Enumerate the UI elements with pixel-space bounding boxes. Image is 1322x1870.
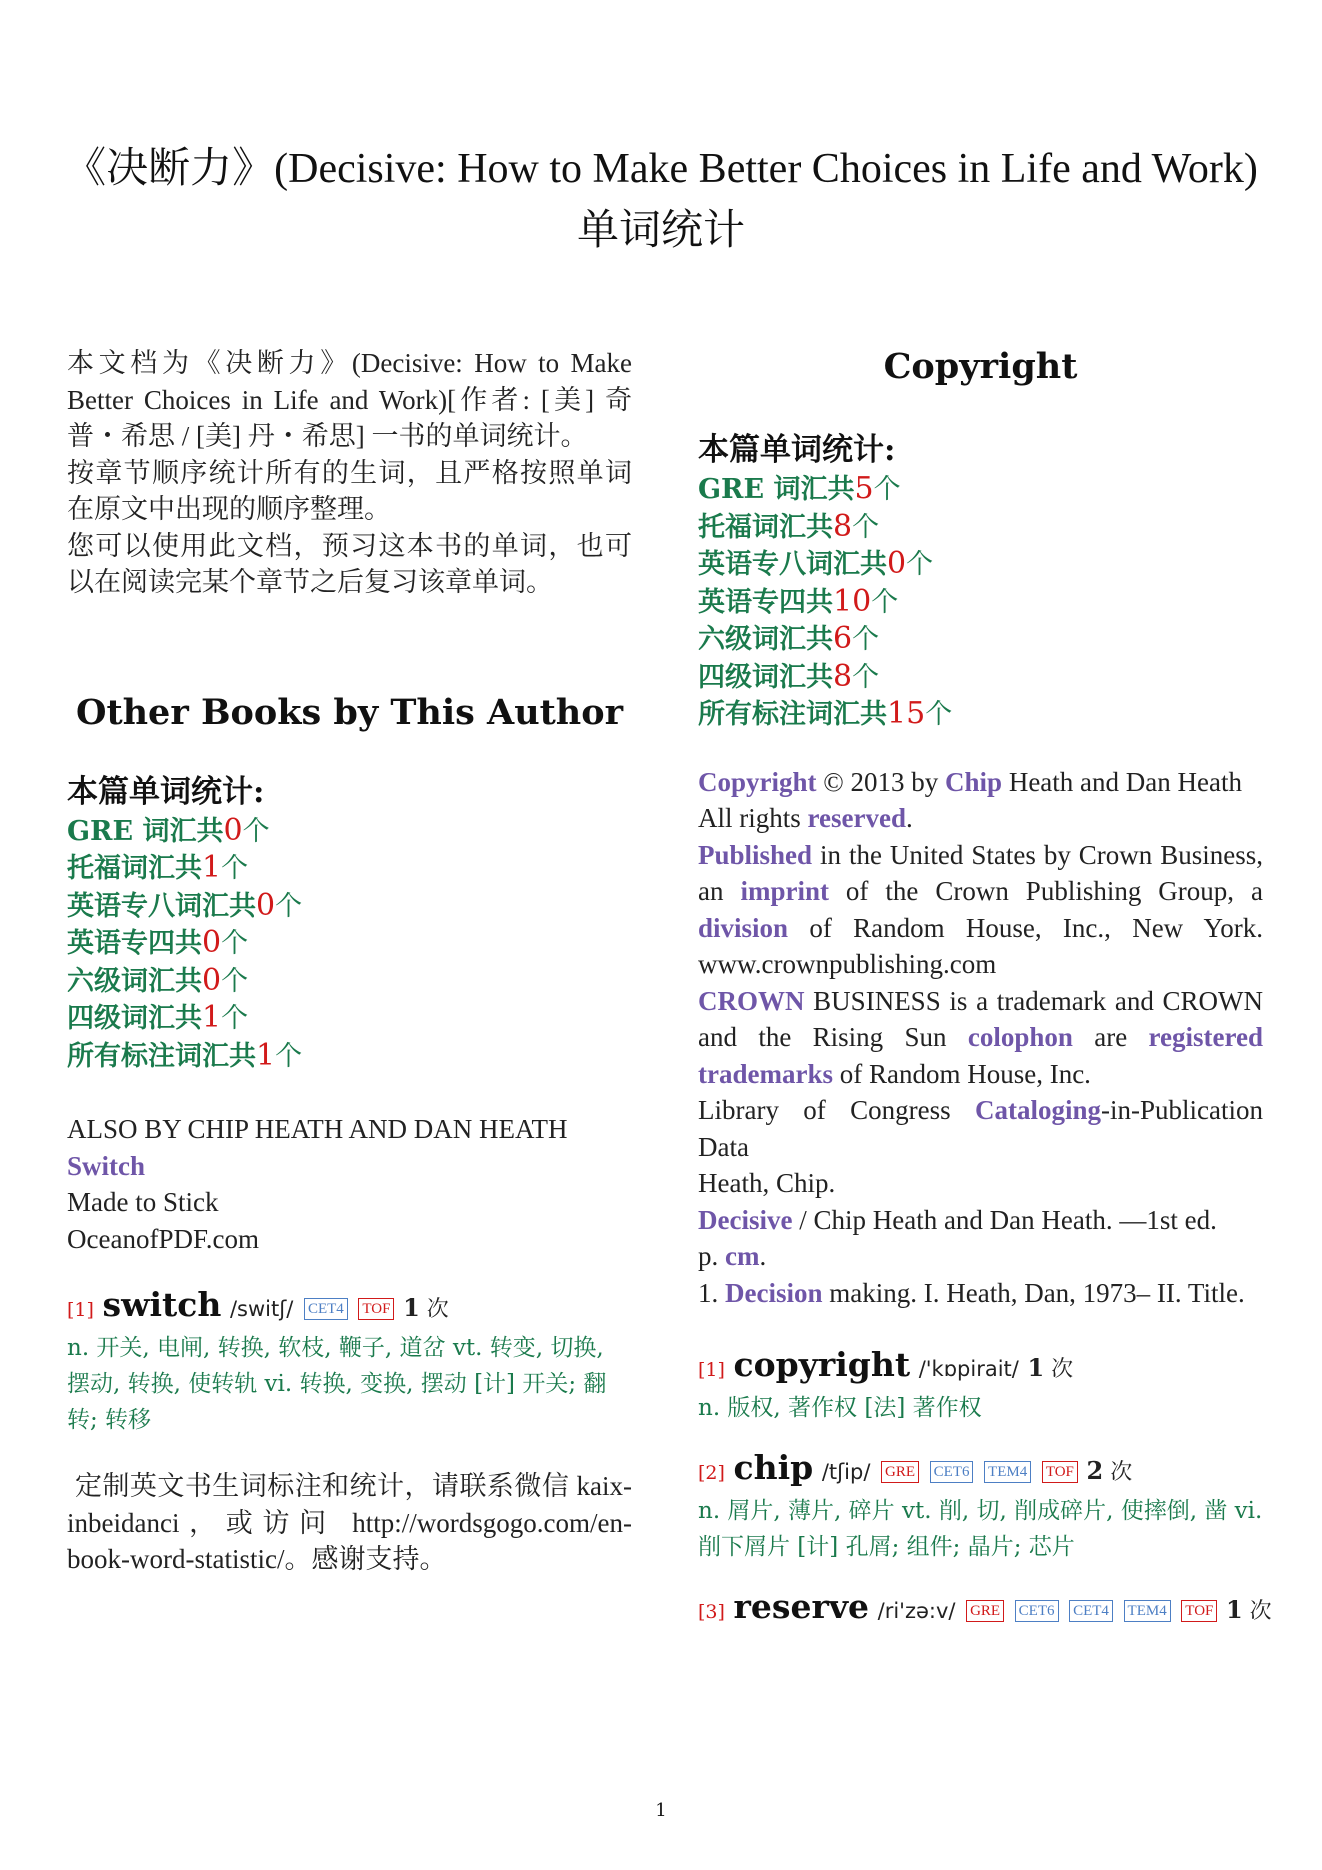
tag-cet6: CET6 bbox=[930, 1461, 974, 1483]
stat-line-tem4: 英语专四共10个 bbox=[698, 583, 899, 619]
tag-cet6: CET6 bbox=[1015, 1600, 1059, 1622]
keyword-link[interactable]: reserved bbox=[807, 803, 906, 833]
library-line: Library of Congress Cataloging-in-Publication Data bbox=[698, 1095, 1263, 1162]
entry-count: 1 次 bbox=[1225, 1595, 1272, 1624]
stat-line-gre: GRE 词汇共0个 bbox=[67, 812, 270, 848]
keyword-link[interactable]: imprint bbox=[740, 876, 829, 906]
entry-index: [1] bbox=[67, 1299, 94, 1321]
word-entry-reserve bbox=[698, 1587, 1272, 1632]
entry-count: 1 次 bbox=[1027, 1353, 1074, 1382]
entry-phonetic: /tʃip/ bbox=[821, 1460, 871, 1484]
entry-index: [2] bbox=[698, 1462, 725, 1484]
stat-line-tem8: 英语专八词汇共0个 bbox=[67, 887, 303, 923]
keyword-link[interactable]: Published bbox=[698, 839, 813, 870]
cm-line: p. cm. bbox=[698, 1241, 767, 1271]
stat-line-all: 所有标注词汇共1个 bbox=[67, 1037, 303, 1073]
entry-count: 1 次 bbox=[403, 1293, 449, 1322]
page-number: 1 bbox=[655, 1800, 667, 1821]
tag-cet4: CET4 bbox=[304, 1298, 348, 1320]
section-heading-other-books: Other Books by This Author bbox=[75, 691, 624, 733]
stat-line-tem8: 英语专八词汇共0个 bbox=[698, 546, 934, 581]
stat-line-cet4: 四级词汇共1个 bbox=[67, 1000, 249, 1035]
intro-paragraph-1: 本文档为《决断力》(Decisive: How to Make Better Choices in Life and Work)[作者: [美] 奇普・希思 / [美] 丹・希思] 一书的单词统计。 bbox=[67, 348, 632, 451]
document-title bbox=[40, 138, 1282, 262]
stat-line-all: 所有标注词汇共15个 bbox=[698, 696, 953, 731]
stat-line-toefl: 托福词汇共8个 bbox=[698, 508, 880, 544]
entry-definition: n. 版权, 著作权 [法] 著作权 bbox=[698, 1395, 982, 1421]
stat-line-gre: GRE 词汇共5个 bbox=[698, 471, 901, 506]
book-link-switch[interactable]: Switch bbox=[67, 1150, 146, 1181]
published-line: Published in the United States by Crown Business, an imprint of the Crown Publishing Group, a division of Random House, Inc., New York. www.crownpublishing.com bbox=[698, 839, 1263, 979]
keyword-link[interactable]: Copyright bbox=[698, 766, 817, 797]
copyright-line: Copyright © 2013 by Chip Heath and Dan Heath bbox=[698, 766, 1242, 797]
entry-word: copyright bbox=[733, 1345, 911, 1384]
stats-list bbox=[67, 813, 632, 1076]
left-column bbox=[67, 345, 632, 1578]
author-line: Heath, Chip. bbox=[698, 1168, 836, 1198]
keyword-link[interactable]: Cataloging bbox=[975, 1095, 1102, 1125]
subject-line: 1. Decision making. I. Heath, Dan, 1973– II. Title. bbox=[698, 1277, 1245, 1308]
word-entry-switch bbox=[67, 1285, 632, 1438]
word-entry-copyright bbox=[698, 1345, 1263, 1426]
tag-toefl: TOF bbox=[1181, 1600, 1217, 1622]
entry-phonetic: /switʃ/ bbox=[229, 1297, 294, 1321]
tag-gre: GRE bbox=[881, 1461, 919, 1483]
stats-title: 本篇单词统计: bbox=[67, 773, 265, 810]
copyright-body bbox=[698, 764, 1263, 1312]
intro-paragraph-3: 您可以使用此文档，预习这本书的单词，也可以在阅读完某个章节之后复习该章单词。 bbox=[67, 530, 632, 597]
keyword-link[interactable]: CROWN bbox=[698, 985, 805, 1016]
tag-tem4: TEM4 bbox=[1124, 1600, 1171, 1622]
stat-line-cet6: 六级词汇共0个 bbox=[67, 962, 249, 998]
tag-toefl: TOF bbox=[1042, 1461, 1078, 1483]
entry-word: switch bbox=[102, 1285, 222, 1324]
entry-index: [1] bbox=[698, 1359, 725, 1381]
entry-index: [3] bbox=[698, 1601, 725, 1623]
promo-text: 定制英文书生词标注和统计，请联系微信 kaix-inbeidanci，或访问 http://wordsgogo.com/en-book-word-statistic/。感谢支持。 bbox=[67, 1471, 632, 1574]
title-line: Decisive / Chip Heath and Dan Heath. —1st ed. bbox=[698, 1204, 1217, 1235]
section-heading-copyright: Copyright bbox=[883, 346, 1078, 387]
keyword-link[interactable]: Chip bbox=[945, 766, 1003, 797]
site-oceanofpdf: OceanofPDF.com bbox=[67, 1223, 260, 1254]
stat-line-cet4: 四级词汇共8个 bbox=[698, 658, 880, 694]
stats-list bbox=[698, 471, 1263, 734]
entry-definition: n. 屑片, 薄片, 碎片 vt. 削, 切, 削成碎片, 使摔倒, 凿 vi. 削下屑片 [计] 孔屑; 组件; 晶片; 芯片 bbox=[698, 1498, 1263, 1560]
entry-phonetic: /ri'zə:v/ bbox=[877, 1599, 956, 1623]
entry-definition: n. 开关, 电闸, 转换, 软枝, 鞭子, 道岔 vt. 转变, 切换, 摆动, 转换, 使转轨 vi. 转换, 变换, 摆动 [计] 开关; 翻转; 转移 bbox=[67, 1335, 607, 1433]
stat-line-tem4: 英语专四共0个 bbox=[67, 925, 249, 960]
keyword-link[interactable]: cm bbox=[725, 1241, 760, 1271]
keyword-link[interactable]: division bbox=[698, 912, 789, 943]
right-column bbox=[698, 345, 1272, 1632]
document-title-line2: 单词统计 bbox=[576, 208, 745, 254]
rights-line: All rights reserved. bbox=[698, 803, 913, 833]
tag-cet4: CET4 bbox=[1069, 1600, 1113, 1622]
stats-title: 本篇单词统计: bbox=[698, 432, 896, 468]
entry-word: reserve bbox=[733, 1587, 870, 1626]
tag-toefl: TOF bbox=[358, 1298, 394, 1320]
also-by-heading: ALSO BY CHIP HEATH AND DAN HEATH bbox=[67, 1114, 568, 1144]
entry-count: 2 次 bbox=[1086, 1456, 1133, 1485]
intro-paragraph-2: 按章节顺序统计所有的生词，且严格按照单词在原文中出现的顺序整理。 bbox=[67, 457, 632, 524]
keyword-link[interactable]: registered trademarks bbox=[698, 1022, 1263, 1089]
document-title-line1: 《决断力》(Decisive: How to Make Better Choices in Life and Work) bbox=[64, 146, 1258, 192]
tag-gre: GRE bbox=[966, 1600, 1004, 1622]
word-entry-chip bbox=[698, 1448, 1263, 1565]
entry-word: chip bbox=[733, 1448, 814, 1487]
stat-line-toefl: 托福词汇共1个 bbox=[67, 850, 249, 885]
tag-tem4: TEM4 bbox=[984, 1461, 1031, 1483]
keyword-link[interactable]: Decisive bbox=[698, 1204, 793, 1235]
keyword-link[interactable]: Decision bbox=[725, 1277, 823, 1308]
stat-line-cet6: 六级词汇共6个 bbox=[698, 621, 880, 656]
trademark-line: CROWN BUSINESS is a trademark and CROWN and the Rising Sun colophon are registered trademarks of Random House, Inc. bbox=[698, 985, 1263, 1089]
entry-phonetic: /'kɒpirait/ bbox=[918, 1357, 1019, 1381]
book-made-to-stick: Made to Stick bbox=[67, 1187, 219, 1217]
keyword-link[interactable]: colophon bbox=[967, 1022, 1073, 1052]
